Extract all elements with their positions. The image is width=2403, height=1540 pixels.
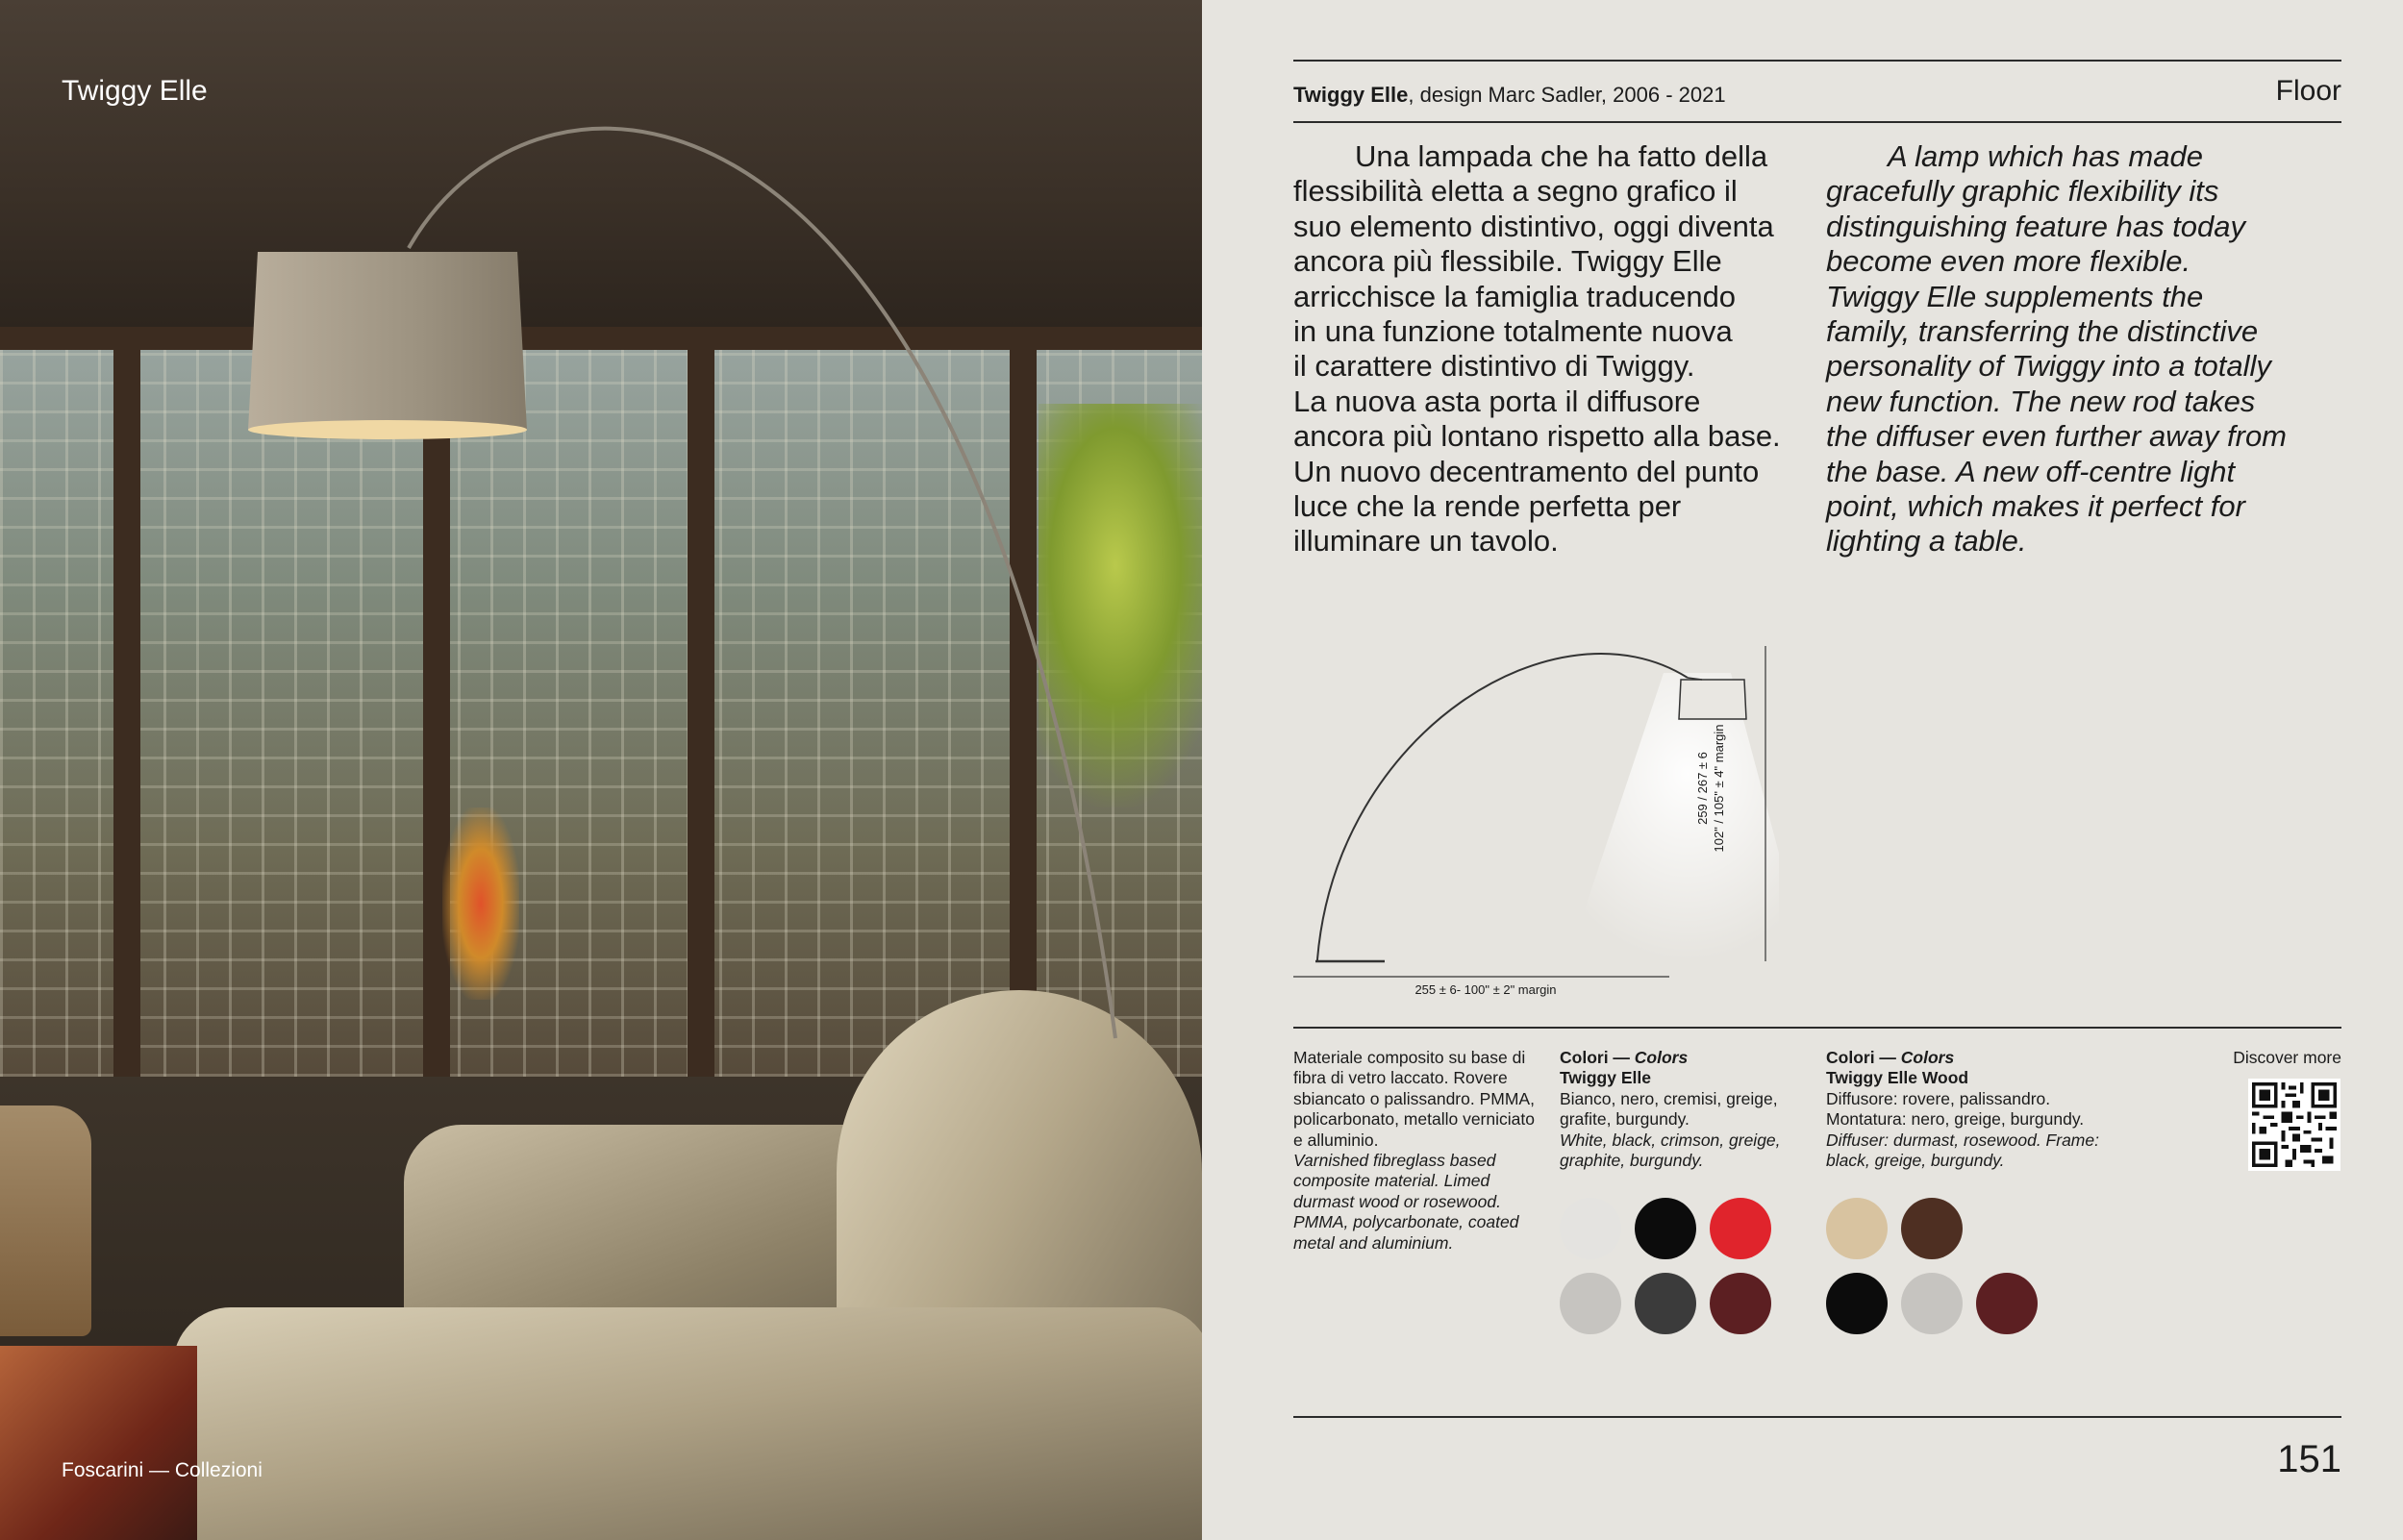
swatch-black[interactable] (1635, 1198, 1696, 1259)
swatch-crimson[interactable] (1710, 1198, 1771, 1259)
swatch-burgundy[interactable] (1710, 1273, 1771, 1334)
header-rule (1293, 121, 2341, 123)
colors-heading-en: Colors (1900, 1048, 1955, 1067)
colors-italian: Diffusore: rovere, palissandro. Montatura: nero, greige, burgundy. (1826, 1088, 2085, 1130)
colors-heading-it: Colori — (1826, 1048, 1901, 1067)
colors-english: White, black, crimson, greige, graphite, burgundy. (1560, 1130, 1781, 1171)
discover-more-label[interactable]: Discover more (2233, 1048, 2341, 1067)
swatch-burgundy[interactable] (1976, 1273, 2038, 1334)
swatch-greige[interactable] (1560, 1273, 1621, 1334)
top-rule (1293, 60, 2341, 62)
colors-english: Diffuser: durmast, rosewood. Frame: black, greige, burgundy. (1826, 1130, 2099, 1171)
design-credit: , design Marc Sadler, 2006 - 2021 (1408, 83, 1726, 107)
qr-code[interactable] (2248, 1079, 2340, 1171)
swatch-durmast[interactable] (1826, 1198, 1888, 1259)
lamp-shade (248, 242, 527, 439)
photo-footer: Foscarini — Collezioni (62, 1459, 263, 1481)
height-dimension (1685, 716, 1742, 880)
category-label: Floor (2275, 75, 2341, 107)
photo-title: Twiggy Elle (62, 75, 208, 107)
description-english: A lamp which has made gracefully graphic flexibility its distinguishing feature has today become even more flexible. Twiggy Elle supplements the family, transferring the distinctive personality of Twiggy into a totally new function. The new rod takes the diffuser even further away from the base. A new off-centre light point, which makes it perfect for lighting a table. (1826, 139, 2288, 559)
materials-english: Varnished fibreglass based composite material. Limed durmast wood or rosewood. PMMA, polycarbonate, coated metal and aluminium. (1293, 1151, 1519, 1253)
colors-italian: Bianco, nero, cremisi, greige, grafite, burgundy. (1560, 1088, 1778, 1130)
swatch-graphite[interactable] (1635, 1273, 1696, 1334)
footer-rule (1293, 1416, 2341, 1418)
materials-italian: Materiale composito su base di fibra di vetro laccato. Rovere sbiancato o palissandro. PMMA, policarbonato, metallo verniciato e alluminio. (1293, 1048, 1535, 1150)
product-credit (1293, 83, 1726, 108)
colors-twiggy-elle (1560, 1048, 1810, 1171)
height-in: 102" / 105" ± 4" margin (1712, 724, 1726, 853)
width-dimension: 255 ± 6- 100" ± 2" margin (1414, 982, 1557, 997)
specs-rule (1293, 1027, 2341, 1029)
swatch-black[interactable] (1826, 1273, 1888, 1334)
product-name: Twiggy Elle (1293, 83, 1409, 107)
swatch-greige[interactable] (1901, 1273, 1963, 1334)
colors-twiggy-elle-wood (1826, 1048, 2115, 1171)
materials-block (1293, 1048, 1543, 1254)
swatch-white[interactable] (1560, 1198, 1621, 1259)
height-cm: 259 / 267 ± 6 (1695, 752, 1710, 825)
page-number: 151 (2277, 1438, 2341, 1480)
color-model-name: Twiggy Elle Wood (1826, 1068, 1969, 1088)
colors-heading-it: Colori — (1560, 1048, 1635, 1067)
swatch-rosewood[interactable] (1901, 1198, 1963, 1259)
colors-heading-en: Colors (1634, 1048, 1689, 1067)
description-italian: Una lampada che ha fatto della flessibilità eletta a segno grafico il suo elemento distintivo, oggi diventa ancora più flessibile. Twiggy Elle arricchisce la famiglia traducendo in una funzione totalmente nuova il carattere distintivo di Twiggy. La nuova asta porta il diffusore ancora più lontano rispetto alla base. Un nuovo decentramento del punto luce che la rende perfetta per illuminare un tavolo. (1293, 139, 1781, 559)
color-model-name: Twiggy Elle (1560, 1068, 1651, 1088)
